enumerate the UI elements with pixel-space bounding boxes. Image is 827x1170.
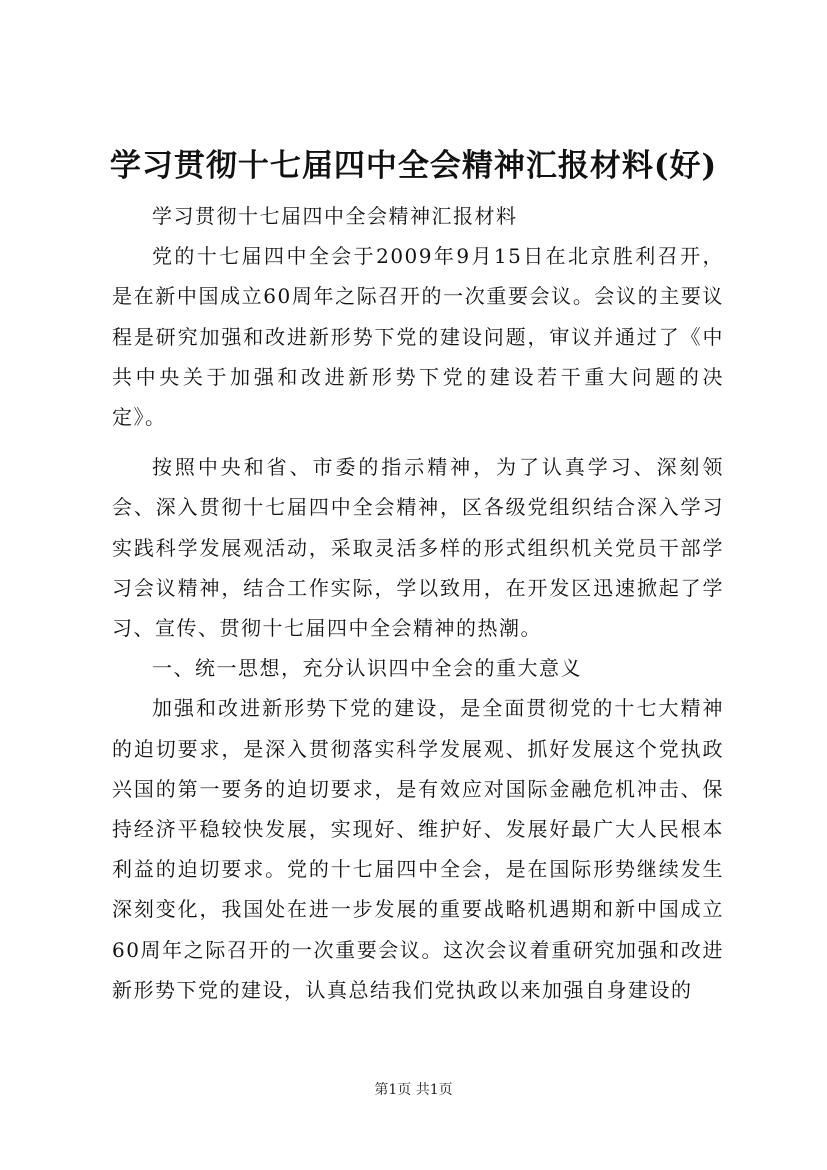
subtitle-paragraph: 学习贯彻十七届四中全会精神汇报材料 <box>152 204 518 228</box>
paragraph-significance: 加强和改进新形势下党的建设，是全面贯彻党的十七大精神的迫切要求，是深入贯彻落实科学发展观、抓好发展这个党执政兴国的第一要务的迫切要求，是有效应对国际金融危机冲击、保持经济平稳较快发展，实现好、维护好、发展好最广大人民根本利益的迫切要求。党的十七届四中全会，是在国际形势继续发生深刻变化，我国处在进一步发展的重要战略机遇期和新中国成立60周年之际召开的一次重要会议。这次会议着重研究加强和改进新形势下党的建设，认真总结我们党执政以来加强自身建设的 <box>112 696 724 1002</box>
paragraph-implementation: 按照中央和省、市委的指示精神，为了认真学习、深刻领会、深入贯彻十七届四中全会精神，区各级党组织结合深入学习实践科学发展观活动，采取灵活多样的形式组织机关党员干部学习会议精神，结合工作实际，学以致用，在开发区迅速掀起了学习、宣传、贯彻十七届四中全会精神的热潮。 <box>112 455 724 641</box>
section-heading: 一、统一思想，充分认识四中全会的重大意义 <box>152 656 582 681</box>
document-title: 学习贯彻十七届四中全会精神汇报材料(好) <box>109 148 718 184</box>
document-body <box>112 196 724 1010</box>
paragraph-intro: 党的十七届四中全会于2009年9月15日在北京胜利召开，是在新中国成立60周年之际召开的一次重要会议。会议的主要议程是研究加强和改进新形势下党的建设问题，审议并通过了《中共中央关于加强和改进新形势下党的建设若干重大问题的决定》。 <box>112 244 724 430</box>
page-number-footer: 第1页 共1页 <box>374 1082 453 1098</box>
